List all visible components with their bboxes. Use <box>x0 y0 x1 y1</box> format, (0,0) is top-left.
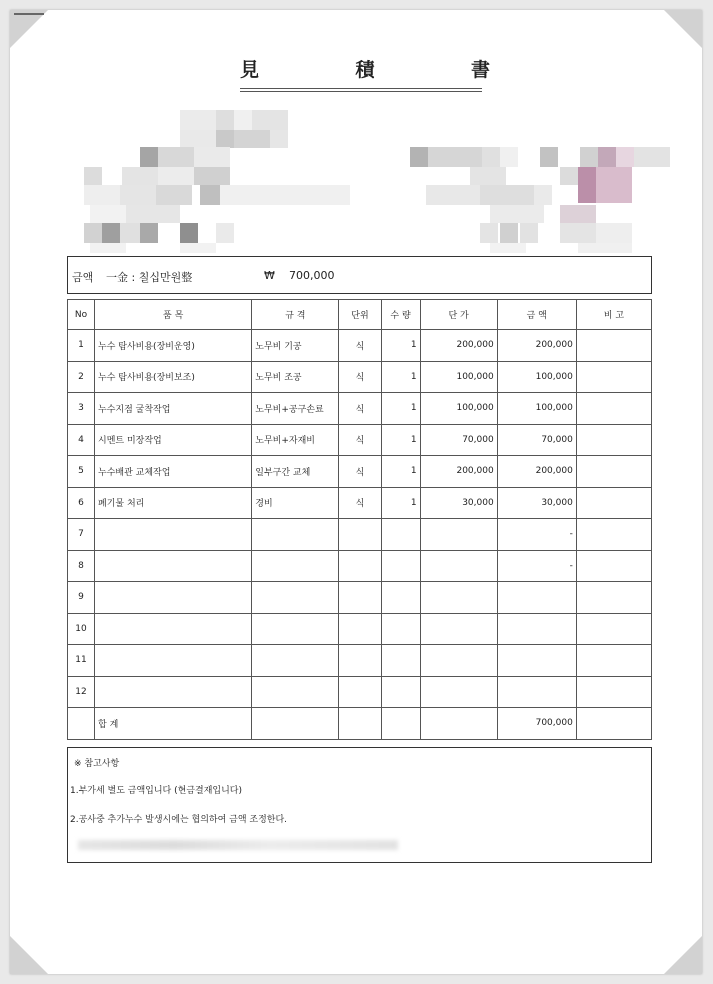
redaction-pixel <box>540 147 558 167</box>
redaction-pixel <box>270 130 288 148</box>
cell-unit: 식 <box>339 361 381 393</box>
redaction-pixel <box>194 147 230 167</box>
amount-summary-box <box>67 256 652 294</box>
cell-note <box>576 424 651 456</box>
cell-amount: 200,000 <box>497 456 576 488</box>
redaction-pixel <box>120 223 140 243</box>
cell-unit <box>339 676 381 708</box>
redaction-pixel <box>120 185 156 205</box>
table-row <box>68 487 652 519</box>
cell-no: 6 <box>68 487 95 519</box>
cell-amount <box>497 613 576 645</box>
cell-name <box>95 582 252 614</box>
redaction-pixel <box>180 130 216 148</box>
cell-name <box>95 519 252 551</box>
total-row <box>68 708 652 740</box>
cell-name <box>95 613 252 645</box>
cell-price: 200,000 <box>420 456 497 488</box>
redaction-pixel <box>596 223 632 243</box>
table-row <box>68 676 652 708</box>
currency-symbol: ₩ <box>264 269 275 282</box>
amount-label: 금액 <box>72 271 94 284</box>
table-row <box>68 424 652 456</box>
cell-no: 11 <box>68 645 95 677</box>
cell-no: 8 <box>68 550 95 582</box>
redaction-pixel <box>490 205 544 223</box>
cell-unit: 식 <box>339 393 381 425</box>
cell-no: 4 <box>68 424 95 456</box>
redaction-pixel <box>216 110 234 130</box>
cell-no: 5 <box>68 456 95 488</box>
header-qty: 수 량 <box>381 300 420 330</box>
cell-unit: 식 <box>339 330 381 362</box>
cell-spec: 노무비 기공 <box>252 330 339 362</box>
table-row <box>68 519 652 551</box>
document-title <box>240 55 490 82</box>
header-name: 품 목 <box>95 300 252 330</box>
redaction-pixel <box>596 167 632 203</box>
table-row <box>68 613 652 645</box>
cell-note <box>576 550 651 582</box>
cell-no: 9 <box>68 582 95 614</box>
redacted-info-block <box>70 105 670 255</box>
photo-corner-bottom-left <box>10 936 48 974</box>
estimate-table <box>67 299 652 740</box>
redaction-pixel <box>90 205 126 223</box>
redaction-pixel <box>90 243 126 253</box>
table-row <box>68 550 652 582</box>
table-row <box>68 645 652 677</box>
cell-spec: 노무비+자재비 <box>252 424 339 456</box>
photo-corner-bottom-right <box>664 936 702 974</box>
cell-name: 누수 탐사비용(장비보조) <box>95 361 252 393</box>
redaction-pixel <box>216 223 234 243</box>
cell-qty: 1 <box>381 487 420 519</box>
title-underline <box>240 88 482 89</box>
photo-corner-top-left <box>10 10 48 48</box>
redaction-pixel <box>102 223 120 243</box>
redaction-pixel <box>158 147 194 167</box>
header-note: 비 고 <box>576 300 651 330</box>
cell-amount: 30,000 <box>497 487 576 519</box>
cell-amount: 100,000 <box>497 361 576 393</box>
cell-spec: 노무비+공구손료 <box>252 393 339 425</box>
cell-qty <box>381 582 420 614</box>
redaction-pixel <box>560 167 578 185</box>
cell-note <box>576 393 651 425</box>
cell-amount: 100,000 <box>497 393 576 425</box>
cell-name <box>95 645 252 677</box>
cell-name: 누수지점 굴착작업 <box>95 393 252 425</box>
cell-no: 3 <box>68 393 95 425</box>
cell-qty <box>381 676 420 708</box>
cell-unit <box>339 645 381 677</box>
corner-mark <box>14 13 44 15</box>
cell-no: 2 <box>68 361 95 393</box>
redaction-pixel <box>140 223 158 243</box>
cell-unit <box>339 550 381 582</box>
title-underline-2 <box>240 91 482 92</box>
cell-price: 100,000 <box>420 361 497 393</box>
cell-unit <box>339 582 381 614</box>
redaction-pixel <box>598 147 616 167</box>
cell-name: 폐기물 처리 <box>95 487 252 519</box>
redaction-pixel <box>156 185 192 205</box>
header-no: No <box>68 300 95 330</box>
cell-price <box>420 676 497 708</box>
redaction-pixel <box>126 205 180 223</box>
redaction-pixel <box>234 110 252 130</box>
cell-amount: - <box>497 519 576 551</box>
note-line-2: 2.공사중 추가누수 발생시에는 협의하여 금액 조정한다. <box>70 815 288 825</box>
redaction-pixel <box>234 130 270 148</box>
redaction-pixel <box>500 147 518 167</box>
cell-price <box>420 550 497 582</box>
cell-price: 30,000 <box>420 487 497 519</box>
redaction-pixel <box>180 110 216 130</box>
cell-note <box>576 676 651 708</box>
cell-qty: 1 <box>381 330 420 362</box>
cell-spec <box>252 519 339 551</box>
redaction-pixel <box>482 147 500 167</box>
cell-unit: 식 <box>339 487 381 519</box>
amount-korean: 一金 : 칠십만원整 <box>106 271 193 284</box>
redacted-note-line <box>78 840 398 850</box>
cell-name <box>95 676 252 708</box>
redaction-pixel <box>252 110 288 130</box>
redaction-pixel <box>426 185 480 205</box>
redaction-pixel <box>194 167 230 185</box>
redaction-pixel <box>634 147 670 167</box>
table-header-row <box>68 300 652 330</box>
redaction-pixel <box>410 147 428 167</box>
cell-note <box>576 582 651 614</box>
redaction-pixel <box>180 223 198 243</box>
redaction-pixel <box>480 185 534 205</box>
redaction-pixel <box>520 223 538 243</box>
cell-note <box>576 645 651 677</box>
cell-spec <box>252 645 339 677</box>
cell-spec <box>252 613 339 645</box>
table-row <box>68 393 652 425</box>
redaction-pixel <box>534 185 552 205</box>
cell-unit <box>339 519 381 551</box>
cell-spec <box>252 550 339 582</box>
redaction-pixel <box>200 185 220 205</box>
title-char-2: 積 <box>355 59 375 81</box>
cell-spec: 노무비 조공 <box>252 361 339 393</box>
redaction-pixel <box>480 223 498 243</box>
notes-box <box>67 747 652 863</box>
redaction-pixel <box>428 147 482 167</box>
table-row <box>68 330 652 362</box>
table-row <box>68 582 652 614</box>
cell-no: 1 <box>68 330 95 362</box>
cell-name <box>95 550 252 582</box>
total-label: 합 계 <box>95 708 252 740</box>
cell-qty: 1 <box>381 456 420 488</box>
cell-unit: 식 <box>339 424 381 456</box>
redaction-pixel <box>84 223 102 243</box>
redaction-pixel <box>180 243 216 253</box>
cell-unit: 식 <box>339 456 381 488</box>
cell-name: 누수 탐사비용(장비운영) <box>95 330 252 362</box>
cell-note <box>576 456 651 488</box>
redaction-pixel <box>560 205 596 223</box>
cell-price: 100,000 <box>420 393 497 425</box>
cell-no: 12 <box>68 676 95 708</box>
header-price: 단 가 <box>420 300 497 330</box>
header-unit: 단위 <box>339 300 381 330</box>
redaction-pixel <box>470 167 506 185</box>
redaction-pixel <box>158 167 194 185</box>
redaction-pixel <box>84 167 102 185</box>
cell-amount: - <box>497 550 576 582</box>
table-row <box>68 361 652 393</box>
title-char-1: 見 <box>240 59 260 81</box>
table-row <box>68 456 652 488</box>
cell-no: 7 <box>68 519 95 551</box>
cell-amount: 200,000 <box>497 330 576 362</box>
cell-amount <box>497 645 576 677</box>
cell-note <box>576 519 651 551</box>
cell-spec <box>252 676 339 708</box>
cell-qty: 1 <box>381 361 420 393</box>
redaction-pixel <box>500 223 518 243</box>
cell-amount <box>497 676 576 708</box>
total-amount: 700,000 <box>497 708 576 740</box>
cell-spec <box>252 582 339 614</box>
cell-amount: 70,000 <box>497 424 576 456</box>
redaction-pixel <box>122 167 158 185</box>
header-spec: 규 격 <box>252 300 339 330</box>
cell-name: 누수배관 교체작업 <box>95 456 252 488</box>
redaction-pixel <box>560 223 596 243</box>
cell-price: 200,000 <box>420 330 497 362</box>
redaction-pixel <box>220 185 350 205</box>
cell-no: 10 <box>68 613 95 645</box>
cell-qty <box>381 613 420 645</box>
cell-price <box>420 645 497 677</box>
cell-qty <box>381 550 420 582</box>
cell-note <box>576 487 651 519</box>
redaction-pixel <box>578 243 632 253</box>
cell-note <box>576 361 651 393</box>
cell-spec: 경비 <box>252 487 339 519</box>
cell-price <box>420 519 497 551</box>
cell-note <box>576 613 651 645</box>
amount-value: 700,000 <box>289 269 335 282</box>
redaction-pixel <box>616 147 634 167</box>
cell-price <box>420 582 497 614</box>
photo-corner-top-right <box>664 10 702 48</box>
notes-title: ※ 참고사항 <box>74 759 120 769</box>
cell-unit <box>339 613 381 645</box>
cell-name: 시멘트 미장작업 <box>95 424 252 456</box>
cell-qty: 1 <box>381 393 420 425</box>
header-amount: 금 액 <box>497 300 576 330</box>
redaction-pixel <box>84 185 120 205</box>
redaction-pixel <box>216 130 234 148</box>
cell-price <box>420 613 497 645</box>
cell-qty <box>381 519 420 551</box>
cell-price: 70,000 <box>420 424 497 456</box>
title-char-3: 書 <box>470 59 490 81</box>
note-line-1: 1.부가세 별도 금액입니다 (현금결재입니다) <box>70 786 242 796</box>
redaction-pixel <box>140 147 158 167</box>
cell-note <box>576 330 651 362</box>
cell-qty <box>381 645 420 677</box>
redaction-pixel <box>578 167 596 203</box>
cell-spec: 일부구간 교체 <box>252 456 339 488</box>
cell-qty: 1 <box>381 424 420 456</box>
redaction-pixel <box>490 243 526 253</box>
cell-amount <box>497 582 576 614</box>
